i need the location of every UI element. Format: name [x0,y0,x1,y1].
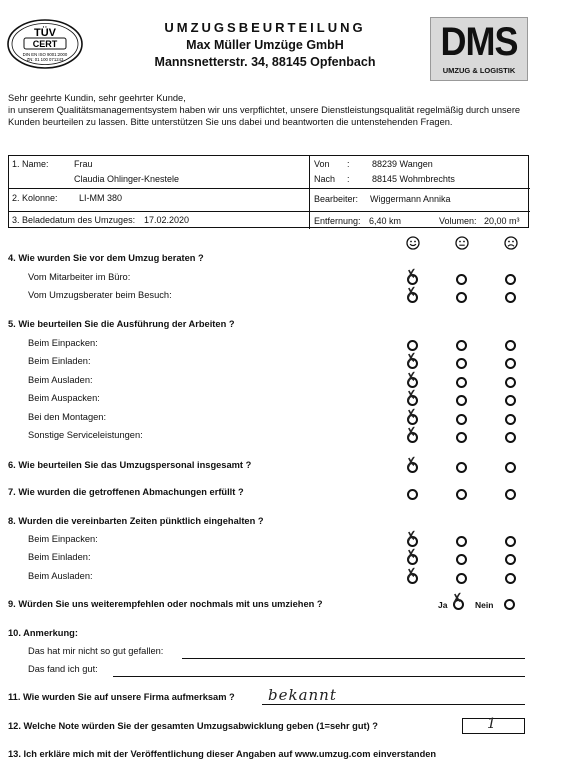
name-title: Frau [74,159,93,169]
q5-item-service: Sonstige Serviceleistungen: [28,430,143,440]
cert-line1: TÜV [34,27,56,39]
sad-face-icon [504,236,518,250]
question-11: 11. Wie wurden Sie auf unsere Firma aufmerksam ? [8,692,235,702]
datum-label: 3. Beladedatum des Umzuges: [12,215,136,225]
happy-face-icon [406,236,420,250]
q4-buero-radio-neutral[interactable] [456,274,467,285]
dms-logo-small: UMZUG & LOGISTIK [442,66,516,75]
question-6: 6. Wie beurteilen Sie das Umzugspersonal insgesamt ? [8,460,252,470]
q5-einpacken-radio-bad[interactable] [505,340,516,351]
form-title: UMZUGSBEURTEILUNG [164,20,366,35]
nach-label: Nach [314,174,336,184]
q8-einladen-check-mark: ✗ [403,545,419,565]
q5-ausladen-radio-neutral[interactable] [456,377,467,388]
question-4: 4. Wie wurden Sie vor dem Umzug beraten ? [8,253,204,263]
entfernung-value: 6,40 km [369,216,402,226]
question-9: 9. Würden Sie uns weiterempfehlen oder nochmals mit uns umziehen ? [8,599,323,609]
q5-montagen-check-mark: ✗ [403,405,419,425]
q5-montagen-radio-neutral[interactable] [456,414,467,425]
question-13: 13. Ich erkläre mich mit der Veröffentlichung dieser Angaben auf www.umzug.com einverstanden [8,749,437,759]
question-8: 8. Wurden die vereinbarten Zeiten pünktlich eingehalten ? [8,516,264,526]
q10-negative-label: Das hat mir nicht so gut gefallen: [28,646,164,656]
q7-radio-bad[interactable] [505,489,516,500]
name-value: Claudia Ohlinger-Knestele [74,174,180,184]
q5-montagen-radio-bad[interactable] [505,414,516,425]
q6-radio-bad[interactable] [505,462,516,473]
volumen-label: Volumen: [439,216,477,226]
q5-einpacken-radio-neutral[interactable] [456,340,467,351]
q4-besuch-check-mark: ✗ [403,283,419,303]
q9-yes-mark: ✗ [449,589,465,609]
q4-besuch-radio-neutral[interactable] [456,292,467,303]
intro-text [8,92,548,128]
q4-buero-radio-bad[interactable] [505,274,516,285]
q8-ausladen-radio-bad[interactable] [505,573,516,584]
q5-einladen-radio-neutral[interactable] [456,358,467,369]
q10-positive-label: Das fand ich gut: [28,664,98,674]
q6-radio-neutral[interactable] [456,462,467,473]
q8-item-einladen: Beim Einladen: [28,552,91,562]
dms-logo-big: DMS [440,18,518,64]
greeting: Sehr geehrte Kundin, sehr geehrter Kunde, [8,93,186,103]
cert-line2: CERT [32,39,58,49]
company-name: Max Müller Umzüge GmbH [186,38,344,52]
von-label: Von [314,159,330,169]
q5-ausladen-check-mark: ✗ [403,368,419,388]
customer-info-table [8,155,529,228]
q8-einpacken-check-mark: ✗ [403,527,419,547]
cert-line4: ZN: 01 100 071243 [26,57,64,62]
q4-item-besuch: Vom Umzugsberater beim Besuch: [28,290,172,300]
q8-ausladen-radio-neutral[interactable] [456,573,467,584]
q5-item-einpacken: Beim Einpacken: [28,338,98,348]
tuv-cert-seal-icon [6,18,84,70]
nach-value: 88145 Wohmbrechts [372,174,455,184]
q8-ausladen-check-mark: ✗ [403,564,419,584]
q9-yes-label: Ja [438,600,448,610]
q7-radio-good[interactable] [407,489,418,500]
bearbeiter-label: Bearbeiter: [314,194,359,204]
q8-item-ausladen: Beim Ausladen: [28,571,93,581]
q4-buero-check-mark: ✗ [403,265,419,285]
q6-check-mark: ✗ [403,453,419,473]
company-address: Mannsnetterstr. 34, 88145 Opfenbach [154,55,376,69]
question-12: 12. Welche Note würden Sie der gesamten Umzugsabwicklung geben (1=sehr gut) ? [8,721,378,731]
q8-einpacken-radio-bad[interactable] [505,536,516,547]
datum-value: 17.02.2020 [144,215,190,225]
dms-logo [430,17,528,81]
name-label: 1. Name: [12,159,49,169]
q5-auspacken-check-mark: ✗ [403,386,419,406]
q7-radio-neutral[interactable] [456,489,467,500]
q5-item-ausladen: Beim Ausladen: [28,375,93,385]
q4-item-buero: Vom Mitarbeiter im Büro: [28,272,131,282]
kolonne-value: LI-MM 380 [79,193,123,203]
entfernung-label: Entfernung: [314,216,361,226]
q5-einladen-check-mark: ✗ [403,349,419,369]
q5-item-montagen: Bei den Montagen: [28,412,107,422]
q5-einladen-radio-bad[interactable] [505,358,516,369]
volumen-value: 20,00 m³ [484,216,520,226]
q5-service-check-mark: ✗ [403,423,419,443]
q5-service-radio-bad[interactable] [505,432,516,443]
q11-answer: bekannt [268,686,337,704]
form-header [100,20,430,69]
question-10: 10. Anmerkung: [8,628,78,638]
q5-item-auspacken: Beim Auspacken: [28,393,100,403]
neutral-face-icon [455,236,469,250]
nach-colon: : [347,174,350,184]
q5-item-einladen: Beim Einladen: [28,356,91,366]
bearbeiter-value: Wiggermann Annika [370,194,451,204]
von-colon: : [347,159,350,169]
q11-answer-line[interactable] [262,704,525,705]
q5-auspacken-radio-bad[interactable] [505,395,516,406]
intro-body: in unserem Qualitätsmanagementsystem haben wir uns verpflichtet, unsere Dienstleistungsqualität regelmäßig durch unsere Kunden beurteilen zu lassen. Bitte unterstützen Sie uns dabei und beantworten die untenstehenden Fragen. [8,105,521,127]
q9-no-radio[interactable] [504,599,515,610]
q4-besuch-radio-bad[interactable] [505,292,516,303]
q5-service-radio-neutral[interactable] [456,432,467,443]
q9-no-label: Nein [475,600,494,610]
cert-line3: DIN EN ISO 9001:2000 [22,52,68,57]
kolonne-label: 2. Kolonne: [12,193,58,203]
q5-ausladen-radio-bad[interactable] [505,377,516,388]
q5-auspacken-radio-neutral[interactable] [456,395,467,406]
q10-negative-line[interactable] [182,658,525,659]
question-7: 7. Wie wurden die getroffenen Abmachungen erfüllt ? [8,487,244,497]
question-5: 5. Wie beurteilen Sie die Ausführung der Arbeiten ? [8,319,235,329]
q8-einladen-radio-neutral[interactable] [456,554,467,565]
q8-item-einpacken: Beim Einpacken: [28,534,98,544]
q12-answer: 1 [487,716,497,732]
von-value: 88239 Wangen [372,159,433,169]
q8-einpacken-radio-neutral[interactable] [456,536,467,547]
q10-positive-line[interactable] [113,676,525,677]
q8-einladen-radio-bad[interactable] [505,554,516,565]
